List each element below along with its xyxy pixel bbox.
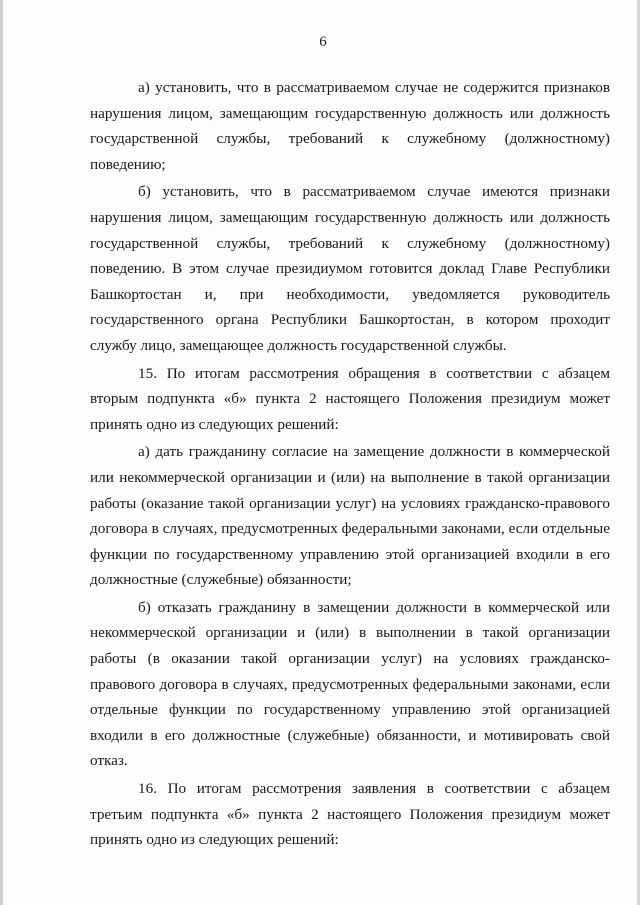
page-number: 6 xyxy=(319,34,327,50)
paragraph-16: 16. По итогам рассмотрения заявления в соответствии с абзацем третьим подпункта «б» пункта 2 настоящего Положения президиум может принять одно из следующих решений: xyxy=(90,780,610,849)
paragraph-14a: а) установить, что в рассматриваемом случае не содержится признаков нарушения лицом, замещающим государственную должность или должность государственной службы, требований к служебному (должностному) поведению; xyxy=(90,79,610,173)
paragraph-15b: б) отказать гражданину в замещении должности в коммерческой или некоммерческой организации и (или) в выполнении в такой организации работы (в оказании такой организации услуг) на условиях гражданско-правового договора в случаях, предусмотренных федеральными законами, если отдельные функции по государственному управлению этой организацией входили в его должностные (служебные) обязанности, и мотивировать свой отказ. xyxy=(90,598,610,770)
paragraph-15a: а) дать гражданину согласие на замещение должности в коммерческой или некоммерческой организации и (или) на выполнение в такой организации работы (оказание такой организации услуг) на условиях гражданско-правового договора в случаях, предусмотренных федеральными законами, если отдельные функции по государственному управлению этой организацией входили в его должностные (служебные) обязанности; xyxy=(90,443,610,589)
document-body xyxy=(90,75,610,855)
paragraph-14b: б) установить, что в рассматриваемом случае имеются признаки нарушения лицом, замещающим государственную должность или должность государственной службы, требований к служебному (должностному) поведению. В этом случае президиумом готовится доклад Главе Республики Башкортостан и, при необходимости, уведомляется руководитель государственного органа Республики Башкортостан, в котором проходит службу лицо, замещающее должность государственной службы. xyxy=(90,183,610,354)
paragraph-15: 15. По итогам рассмотрения обращения в соответствии с абзацем вторым подпункта «б» пункта 2 настоящего Положения президиум может принять одно из следующих решений: xyxy=(90,364,610,433)
